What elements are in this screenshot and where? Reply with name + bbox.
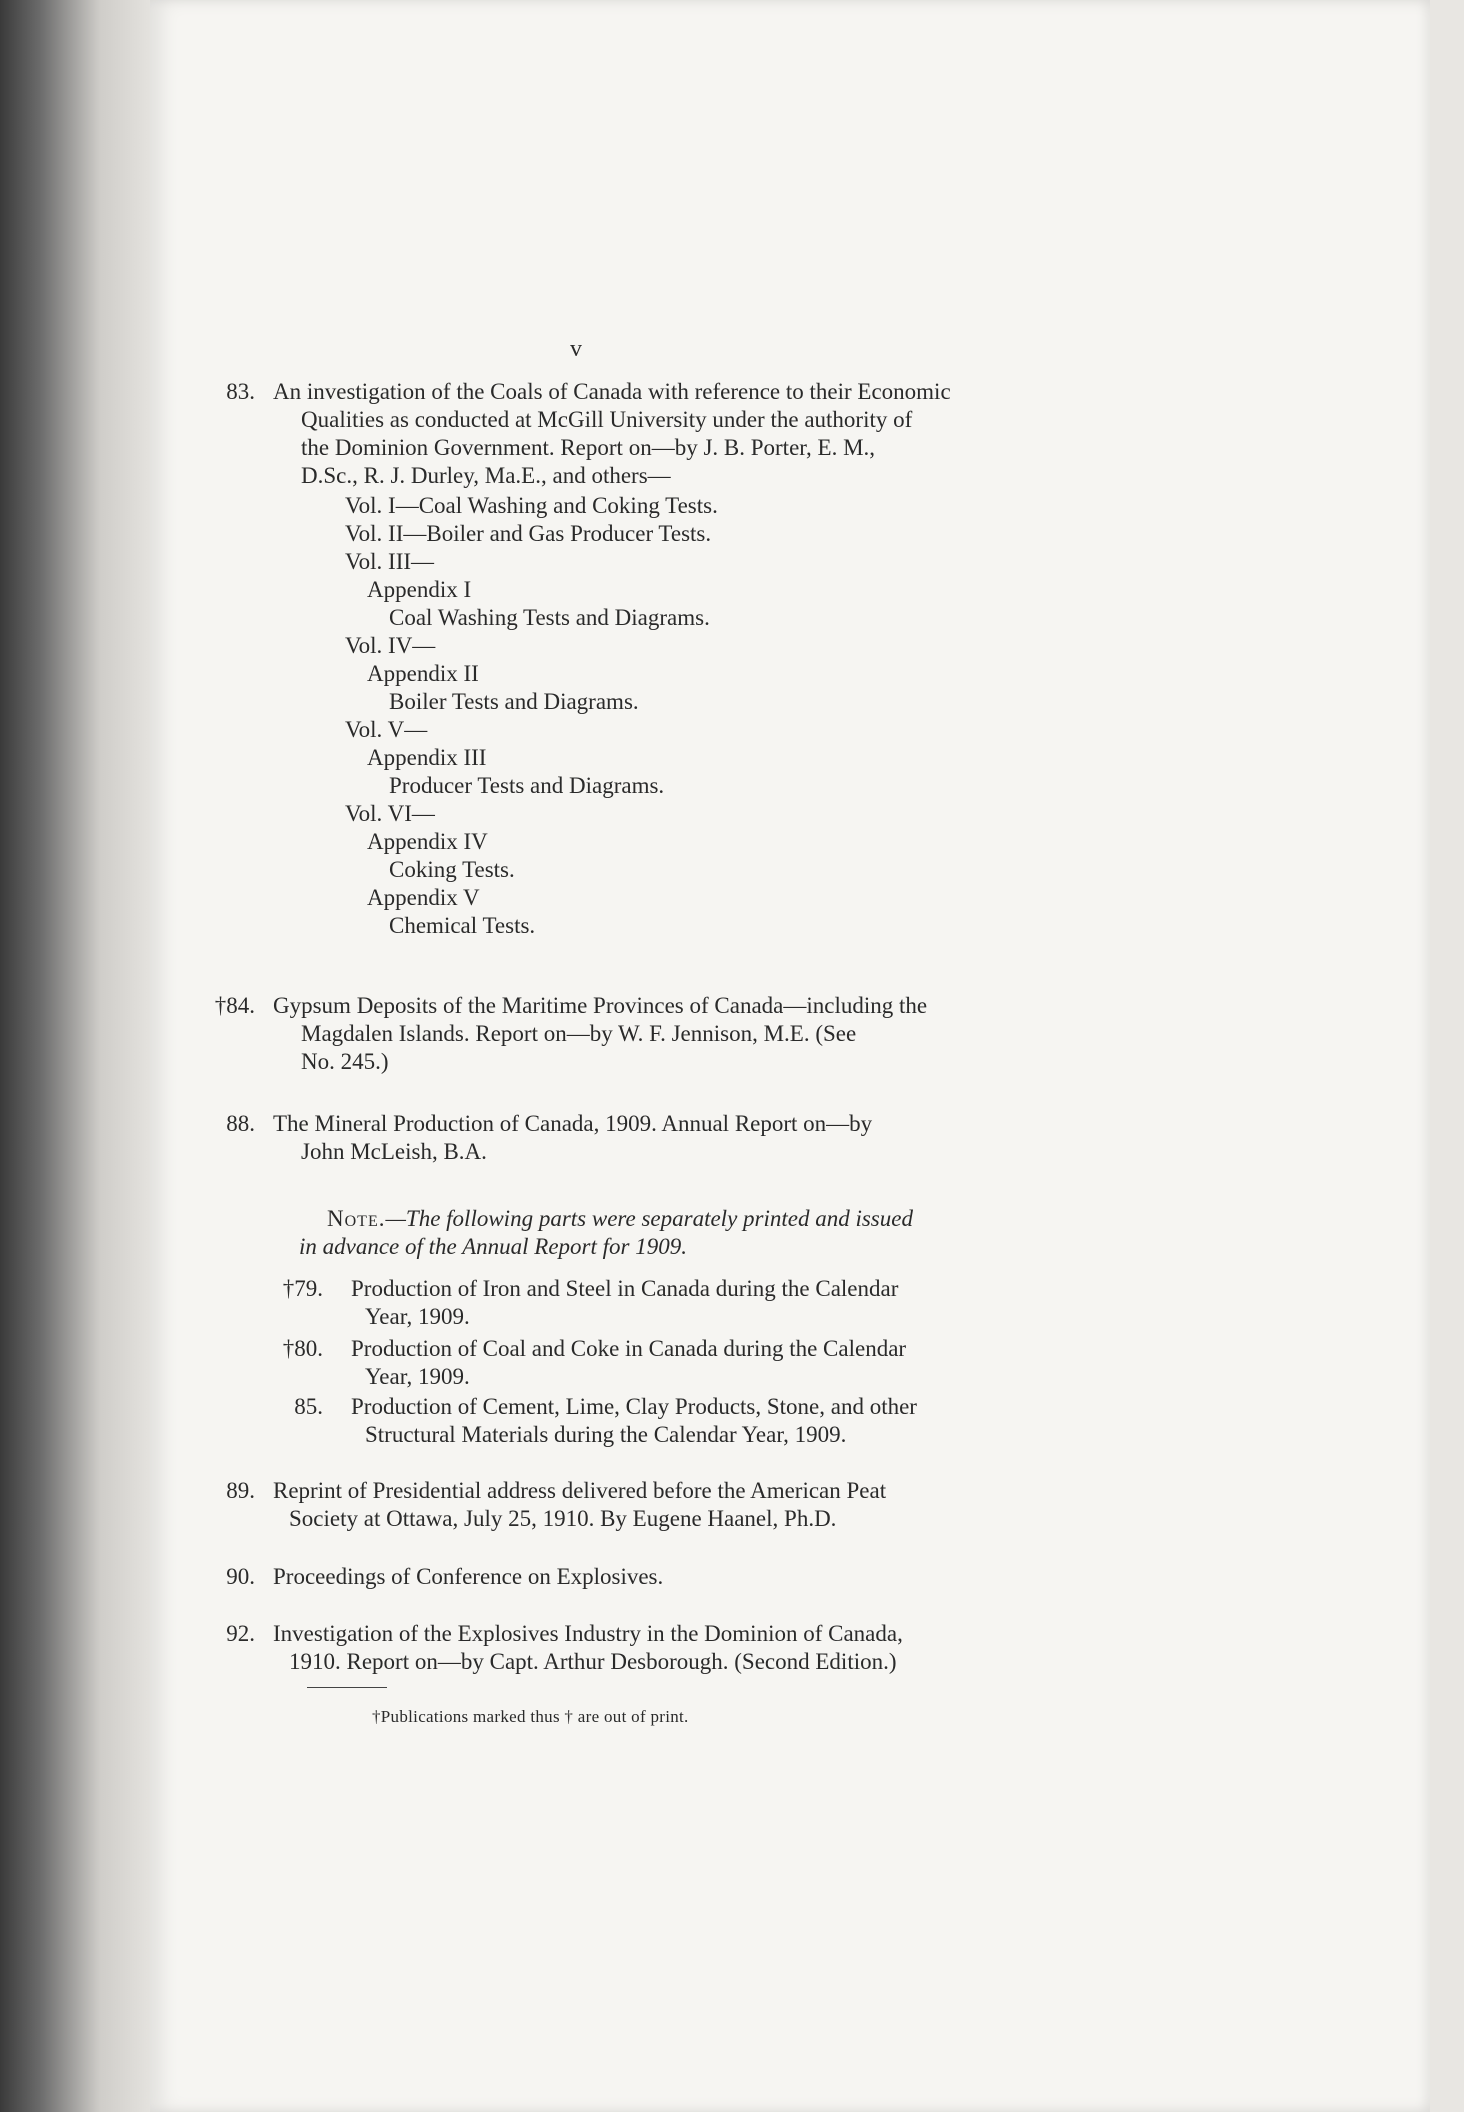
entry-line: the Dominion Government. Report on—by J. B. Porter, E. M., — [301, 435, 876, 460]
appendix-item: Appendix V — [367, 885, 480, 910]
note — [299, 1205, 1327, 1261]
part-line: Production of Coal and Coke in Canada during the Calendar — [351, 1336, 907, 1361]
entry-line: The Mineral Production of Canada, 1909. Annual Report on—by — [273, 1111, 873, 1136]
part-79 — [195, 1275, 1195, 1331]
part-number: †80. — [282, 1336, 323, 1361]
volume-item: Vol. II—Boiler and Gas Producer Tests. — [345, 521, 712, 546]
appendix-title: Coal Washing Tests and Diagrams. — [389, 605, 710, 630]
entry-number: †84. — [214, 993, 255, 1018]
note-label: Note. — [327, 1206, 386, 1231]
volume-item: Vol. VI— — [345, 801, 435, 826]
entry-line: Reprint of Presidential address delivered before the American Peat — [273, 1478, 887, 1503]
volume-list — [345, 492, 1195, 940]
entry-92 — [195, 1620, 1195, 1676]
entry-90 — [195, 1563, 1195, 1591]
part-line: Structural Materials during the Calendar Year, 1909. — [365, 1422, 847, 1447]
volume-item: Vol. III— — [345, 549, 435, 574]
part-line: Year, 1909. — [365, 1364, 470, 1389]
volume-item: Vol. V— — [345, 717, 428, 742]
book-gutter — [0, 0, 150, 2112]
entry-number: 89. — [226, 1478, 255, 1503]
part-line: Production of Cement, Lime, Clay Products, Stone, and other — [351, 1394, 917, 1419]
part-number: 85. — [294, 1394, 323, 1419]
appendix-title: Producer Tests and Diagrams. — [389, 773, 665, 798]
entry-line: An investigation of the Coals of Canada with reference to their Economic — [273, 379, 951, 404]
appendix-title: Coking Tests. — [389, 857, 515, 882]
part-line: Production of Iron and Steel in Canada during the Calendar — [351, 1276, 899, 1301]
entry-line: No. 245.) — [301, 1049, 389, 1074]
entry-84 — [195, 992, 1195, 1076]
entry-88 — [195, 1110, 1195, 1166]
footnote: †Publications marked thus † are out of print. — [372, 1707, 689, 1726]
part-line: Year, 1909. — [365, 1304, 470, 1329]
entry-line: Magdalen Islands. Report on—by W. F. Jennison, M.E. (See — [301, 1021, 857, 1046]
page-edge — [1430, 0, 1464, 2112]
entry-line: Investigation of the Explosives Industry in the Dominion of Canada, — [273, 1621, 903, 1646]
appendix-title: Chemical Tests. — [389, 913, 536, 938]
entry-number: 92. — [226, 1621, 255, 1646]
appendix-item: Appendix IV — [367, 829, 488, 854]
appendix-item: Appendix I — [367, 577, 472, 602]
note-text: —The following parts were separately printed and issued — [385, 1206, 913, 1231]
volume-item: Vol. I—Coal Washing and Coking Tests. — [345, 493, 718, 518]
part-85 — [195, 1393, 1195, 1449]
page-number: v — [570, 336, 582, 362]
entry-line: Proceedings of Conference on Explosives. — [273, 1564, 664, 1589]
appendix-title: Boiler Tests and Diagrams. — [389, 689, 639, 714]
footnote-rule — [307, 1687, 387, 1688]
entry-line: 1910. Report on—by Capt. Arthur Desborough. (Second Edition.) — [289, 1649, 897, 1674]
part-80 — [195, 1335, 1195, 1391]
entry-line: D.Sc., R. J. Durley, Ma.E., and others— — [301, 463, 671, 488]
entry-line: Qualities as conducted at McGill University under the authority of — [301, 407, 913, 432]
entry-line: John McLeish, B.A. — [301, 1139, 487, 1164]
entry-line: Society at Ottawa, July 25, 1910. By Eugene Haanel, Ph.D. — [289, 1506, 837, 1531]
note-text: in advance of the Annual Report for 1909. — [299, 1234, 687, 1259]
entry-number: 88. — [226, 1111, 255, 1136]
entry-number: 83. — [226, 379, 255, 404]
entry-line: Gypsum Deposits of the Maritime Provinces of Canada—including the — [273, 993, 928, 1018]
entry-83 — [195, 378, 1195, 940]
appendix-item: Appendix III — [367, 745, 487, 770]
entry-number: 90. — [226, 1564, 255, 1589]
appendix-item: Appendix II — [367, 661, 479, 686]
entry-89 — [195, 1477, 1195, 1533]
volume-item: Vol. IV— — [345, 633, 436, 658]
part-number: †79. — [282, 1276, 323, 1301]
